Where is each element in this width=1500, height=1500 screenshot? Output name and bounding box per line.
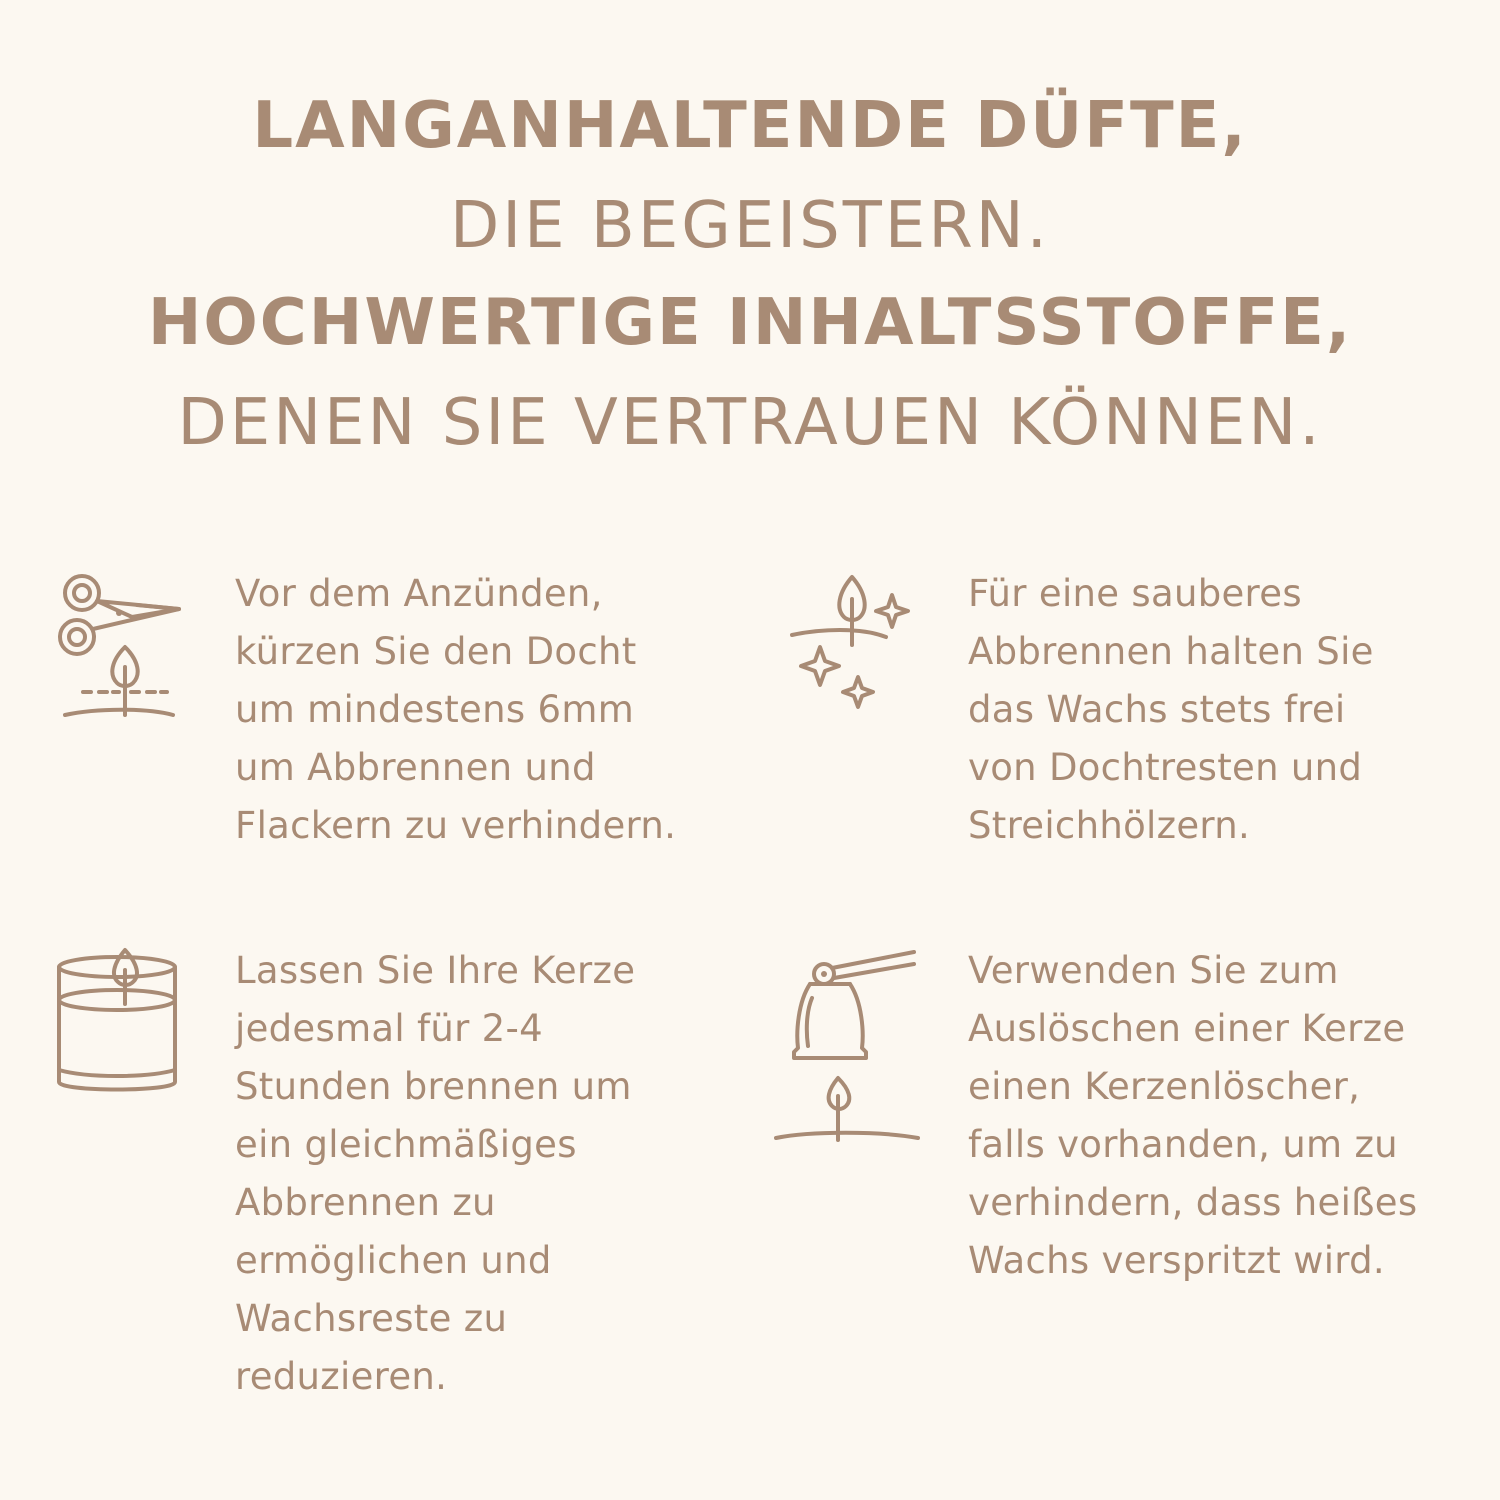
tip-clean-text: Für eine sauberes Abbrennen halten Sie das Wachs stets frei von Dochtresten und Streichhölzern. bbox=[968, 572, 1374, 847]
scissors-wick-icon bbox=[57, 565, 187, 729]
tip-burn-text: Lassen Sie Ihre Kerze jedesmal für 2-4 Stunden brennen um ein gleichmäßiges Abbrennen zu ermöglichen und Wachsreste zu reduzieren. bbox=[235, 949, 636, 1398]
headline-line-3: HOCHWERTIGE INHALTSSTOFFE, bbox=[147, 286, 1353, 360]
tip-trim-text: Vor dem Anzünden, kürzen Sie den Docht um mindestens 6mm um Abbrennen und Flackern zu verhindern. bbox=[235, 572, 677, 847]
headline-line-4: DENEN SIE VERTRAUEN KÖNNEN. bbox=[177, 386, 1323, 460]
headline-line-1: LANGANHALTENDE DÜFTE, bbox=[252, 89, 1248, 163]
sparkle-flame-icon bbox=[790, 565, 920, 729]
headline-line-2: DIE BEGEISTERN. bbox=[449, 189, 1051, 263]
tip-snuff-text: Verwenden Sie zum Auslöschen einer Kerze einen Kerzenlöscher, falls vorhanden, um zu verhindern, dass heißes Wachs verspritzt wird. bbox=[968, 949, 1418, 1282]
candle-glass-icon bbox=[57, 942, 187, 1106]
candle-snuffer-icon bbox=[790, 942, 930, 1126]
